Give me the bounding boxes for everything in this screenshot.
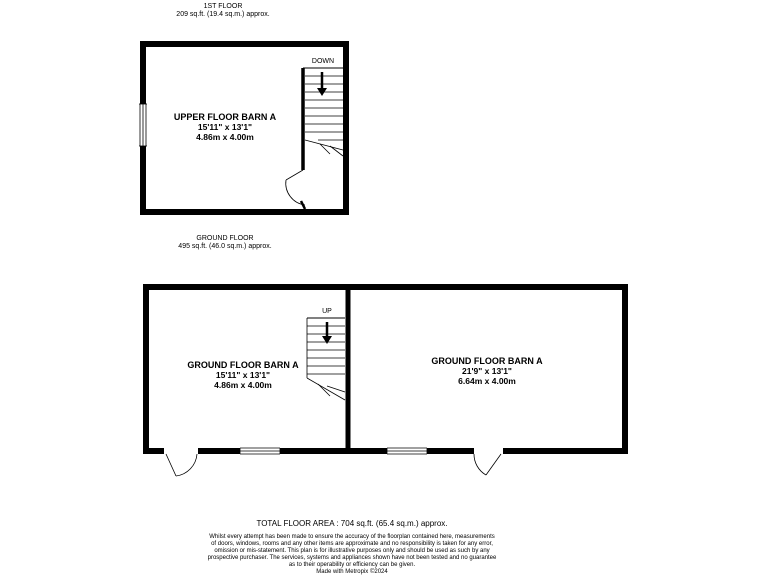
disclaimer-line: of doors, windows, rooms and any other items are approximate and no responsibility is taken for any error,	[211, 541, 493, 547]
ground-floor-title: GROUND FLOOR	[196, 235, 254, 242]
ground-floor-plan	[143, 284, 628, 476]
ground-window-left	[240, 448, 280, 454]
disclaimer-line: omission or mis-statement. This plan is for illustrative purposes only and should be used as such by any	[214, 548, 490, 554]
ground-stair-label: UP	[322, 308, 332, 315]
ground-room-a-metric: 4.86m x 4.00m	[214, 380, 272, 390]
disclaimer	[208, 534, 497, 575]
first-floor-area: 209 sq.ft. (19.4 sq.m.) approx.	[176, 11, 270, 18]
metropix-credit: Made with Metropix ©2024	[316, 569, 388, 575]
ground-room-b-name: GROUND FLOOR BARN A	[431, 356, 543, 366]
ground-room-b-metric: 6.64m x 4.00m	[458, 376, 516, 386]
ground-floor-area: 495 sq.ft. (46.0 sq.m.) approx.	[178, 243, 272, 250]
ground-room-a-imperial: 15'11" x 13'1"	[215, 370, 271, 380]
up-arrow-icon	[322, 322, 332, 344]
ground-window-right	[387, 448, 427, 454]
ground-room-a-name: GROUND FLOOR BARN A	[187, 360, 299, 370]
ground-door-left	[166, 454, 197, 476]
first-floor-title: 1ST FLOOR	[203, 3, 243, 10]
disclaimer-line: Whilst every attempt has been made to ensure the accuracy of the floorplan contained here, measurements	[209, 534, 495, 540]
upper-door	[286, 170, 305, 205]
upper-room-name: UPPER FLOOR BARN A	[173, 112, 277, 122]
upper-room-metric: 4.86m x 4.00m	[196, 132, 254, 142]
disclaimer-line: prospective purchaser. The services, systems and appliances shown have not been tested and no guarantee	[207, 555, 497, 561]
upper-room-imperial: 15'11" x 13'1"	[197, 122, 253, 132]
upper-floor-plan	[139, 44, 346, 212]
ground-room-b-imperial: 21'9" x 13'1"	[462, 366, 512, 376]
upper-stair-label: DOWN	[311, 58, 335, 65]
disclaimer-line: as to their operability or efficiency can be given.	[288, 562, 416, 568]
total-floor-area: TOTAL FLOOR AREA : 704 sq.ft. (65.4 sq.m.) approx.	[256, 519, 448, 528]
ground-door-right	[474, 454, 501, 475]
